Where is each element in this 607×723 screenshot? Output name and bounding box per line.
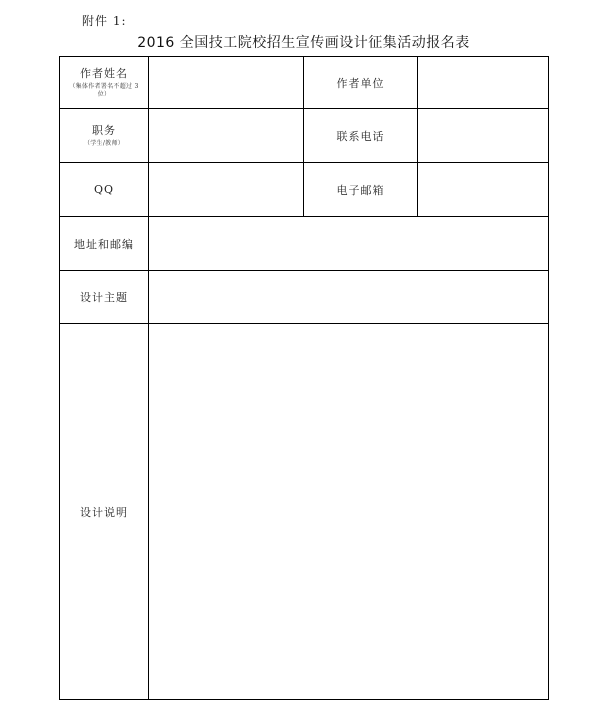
attachment-label: 附件 1: [82,14,127,28]
form-title: 2016 全国技工院校招生宣传画设计征集活动报名表 [137,35,470,51]
registration-form-table [59,56,549,700]
design-description-label: 设计说明 [60,324,149,700]
design-theme-field[interactable] [149,271,549,324]
position-note: （学生/教师） [83,139,125,147]
author-name-field[interactable] [149,57,304,109]
position-label: 职务 [92,123,116,137]
author-unit-label: 作者单位 [304,57,418,109]
address-label: 地址和邮编 [60,217,149,271]
position-label-cell [60,109,149,163]
address-field[interactable] [149,217,549,271]
author-unit-field[interactable] [418,57,549,109]
email-label: 电子邮箱 [304,163,418,217]
author-name-label: 作者姓名 [80,66,128,80]
author-name-note: （集体作者署名不超过 3 位） [69,82,139,98]
row-author [60,57,549,109]
author-name-label-cell [60,57,149,109]
design-theme-label: 设计主题 [60,271,149,324]
row-description [60,324,549,700]
row-address [60,217,549,271]
qq-field[interactable] [149,163,304,217]
qq-label: QQ [60,163,149,217]
position-field[interactable] [149,109,304,163]
phone-label: 联系电话 [304,109,418,163]
design-description-field[interactable] [149,324,549,700]
email-field[interactable] [418,163,549,217]
phone-field[interactable] [418,109,549,163]
row-contact [60,163,549,217]
row-theme [60,271,549,324]
row-position [60,109,549,163]
